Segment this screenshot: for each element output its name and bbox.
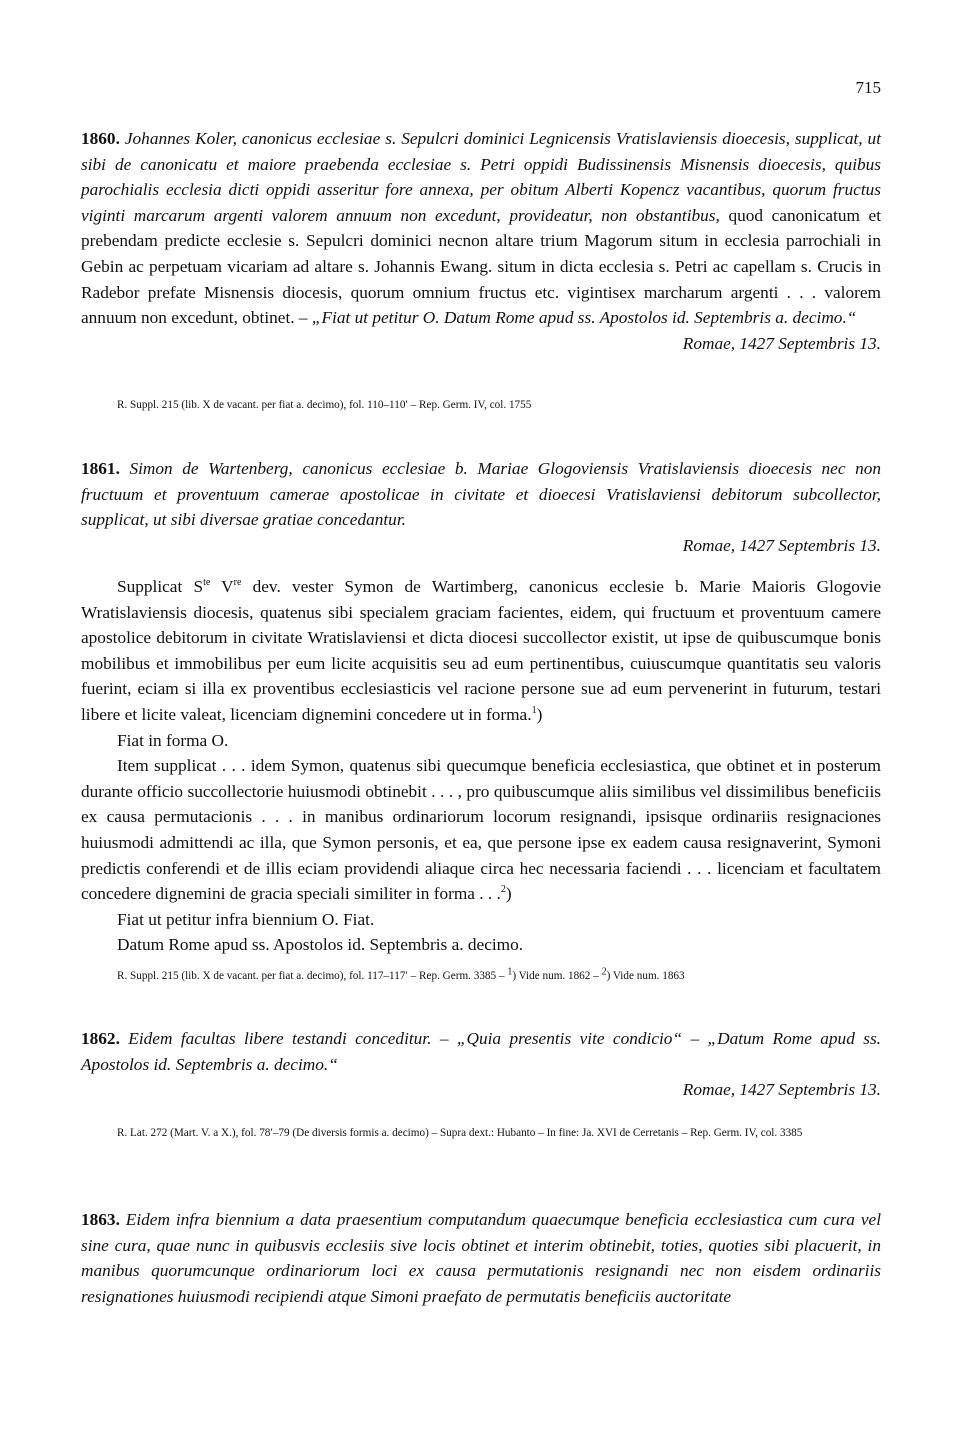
footnote-ref: 2 [500, 884, 506, 896]
entry-summary: Simon de Wartenberg, canonicus ecclesiae b. Mariae Glogoviensis Vratislaviensis dioecesis nec non fructuum et proventuum camerae apostolicae in civitate et dioecesi Vratislaviensi debitorum subcollector, supplicat, ut sibi diversae gratiae concedantur. [81, 459, 881, 530]
entry-1861-text [81, 574, 881, 958]
entry-1862 [81, 1026, 881, 1103]
fiat-line: Fiat ut petitur infra biennium O. Fiat. [117, 909, 375, 929]
supplication-paragraph: Item supplicat . . . idem Symon, quatenus sibi quecumque beneficia ecclesiastica, que obtinet et in posterum durante officio succollectorie huiusmodi obtinebit . . . , pro quibuscumque aliis similibus vel dissimilibus beneficiis ex causa permutacionis . . . in manibus ordinariorum locorum resignandi, ipsisque ordinariis resignaciones huiusmodi admittendi ac illa, que Symon personis, et ea, que persone ipse ex eadem causa resignaverint, Symoni predictis conferendi et de illis eciam providendi aliaque circa hec necessaria faciendi . . . licenciam et facultatem concedere dignemini de gracia speciali similiter in forma . . .$^2$) [81, 756, 881, 904]
entry-date: Romae, 1427 Septembris 13. [682, 535, 881, 555]
supplication-paragraph: Supplicat $S^{te}$ Vre dev. vester Symon de Wartimberg, canonicus ecclesie b. Marie Maioris Glogovie Wratislaviensis diocesis, quatenus sibi specialem graciam facientes, eidem, qui fructuum et proventuum camere apostolice debitorum in civitate Wratislaviensi et dicta diocesi succollector existit, ut ipse de quibuscumque bonis mobilibus et immobilibus per eum licite acquisitis seu ad eum pertinentibus, cuiuscumque quantitatis seu valoris fuerint, eciam si illa ex proventibus ecclesiasticis vel racione persone sue ad eum pervenerint in futurum, testari libere et licite valeat, licenciam dignemini concedere ut in forma.$^1$) [81, 577, 881, 724]
entry-date: Romae, 1427 Septembris 13. [682, 333, 881, 353]
page-number: 715 [855, 78, 881, 97]
footnote-ref: 1 [531, 705, 537, 717]
entry-summary: Eidem facultas libere testandi conceditur. – „Quia presentis vite condicio“ – „Datum Rome apud ss. Apostolos id. Septembris a. decimo.“ [81, 1029, 881, 1074]
entry-text: quod canonicatum et prebendam predicte ecclesie s. Sepulcri dominici necnon altare trium Magorum situm in ecclesia parrochiali in Gebin ac perpetuam vicariam ad altare s. Johannis Ewang. situm in dicta ecclesia s. Petri ac capellam s. Crucis in Radebor prefate Misnensis diocesis, quorum omnium fructus etc. vigintisex marcharum argenti . . . valorem annuum non excedunt, obtinet. – [81, 205, 881, 328]
entry-number: 1860. [81, 129, 120, 148]
entry-summary: Johannes Koler, canonicus ecclesiae s. Sepulcri dominici Legnicensis Vratislaviensis dioecesis, supplicat, ut sibi de canonicatu et maiore praebenda ecclesiae s. Petri oppidi Budissinensis Misnensis dioecesis, quibus parochialis ecclesia dicti oppidi asseritur fore annexa, per obitum Alberti Kopencz vacantibus, quorum fructus viginti marcarum argenti valorem annuum non excedunt, provideatur, non obstantibus, [81, 129, 881, 225]
entry-source: R. Suppl. 215 (lib. X de vacant. per fiat a. decimo), fol. 117–117′ – Rep. Germ. 3385 – $^1$) Vide num. 1862 – $^2$) Vide num. 1863 [117, 966, 685, 982]
entry-summary: Eidem infra biennium a data praesentium computandum quaecumque beneficia ecclesiastica cum cura vel sine cura, quae nunc in quibusvis ecclesiis sive locis obtinet et interim obtinebit, toties, quoties sibi placuerit, in manibus quorumcunque ordinariorum loci ex causa permutationis resignandi nec non eisdem ordinariis resignationes huiusmodi recipiendi atque Simoni praefato de permutatis beneficiis auctoritate [81, 1210, 881, 1306]
entry-number: 1863. [81, 1210, 120, 1229]
entry-number: 1862. [81, 1029, 120, 1048]
entry-quote: „Fiat ut petitur O. Datum Rome apud ss. Apostolos id. Septembris a. decimo.“ [311, 308, 857, 328]
entry-number: 1861. [81, 459, 120, 478]
datum-line: Datum Rome apud ss. Apostolos id. Septembris a. decimo. [117, 935, 524, 955]
entry-date: Romae, 1427 Septembris 13. [682, 1080, 881, 1100]
entry-1861 [81, 456, 881, 558]
entry-1863 [81, 1207, 881, 1309]
entry-1860 [81, 126, 881, 356]
entry-source: R. Suppl. 215 (lib. X de vacant. per fiat a. decimo), fol. 110–110′ – Rep. Germ. IV, col. 1755 [117, 399, 532, 411]
fiat-line: Fiat in forma O. [117, 730, 229, 750]
entry-source: R. Lat. 272 (Mart. V. a X.), fol. 78′–79 (De diversis formis a. decimo) – Supra dext.: Hubanto – In fine: Ja. XVI de Cerretanis – Rep. Germ. IV, col. 3385 [117, 1127, 803, 1139]
